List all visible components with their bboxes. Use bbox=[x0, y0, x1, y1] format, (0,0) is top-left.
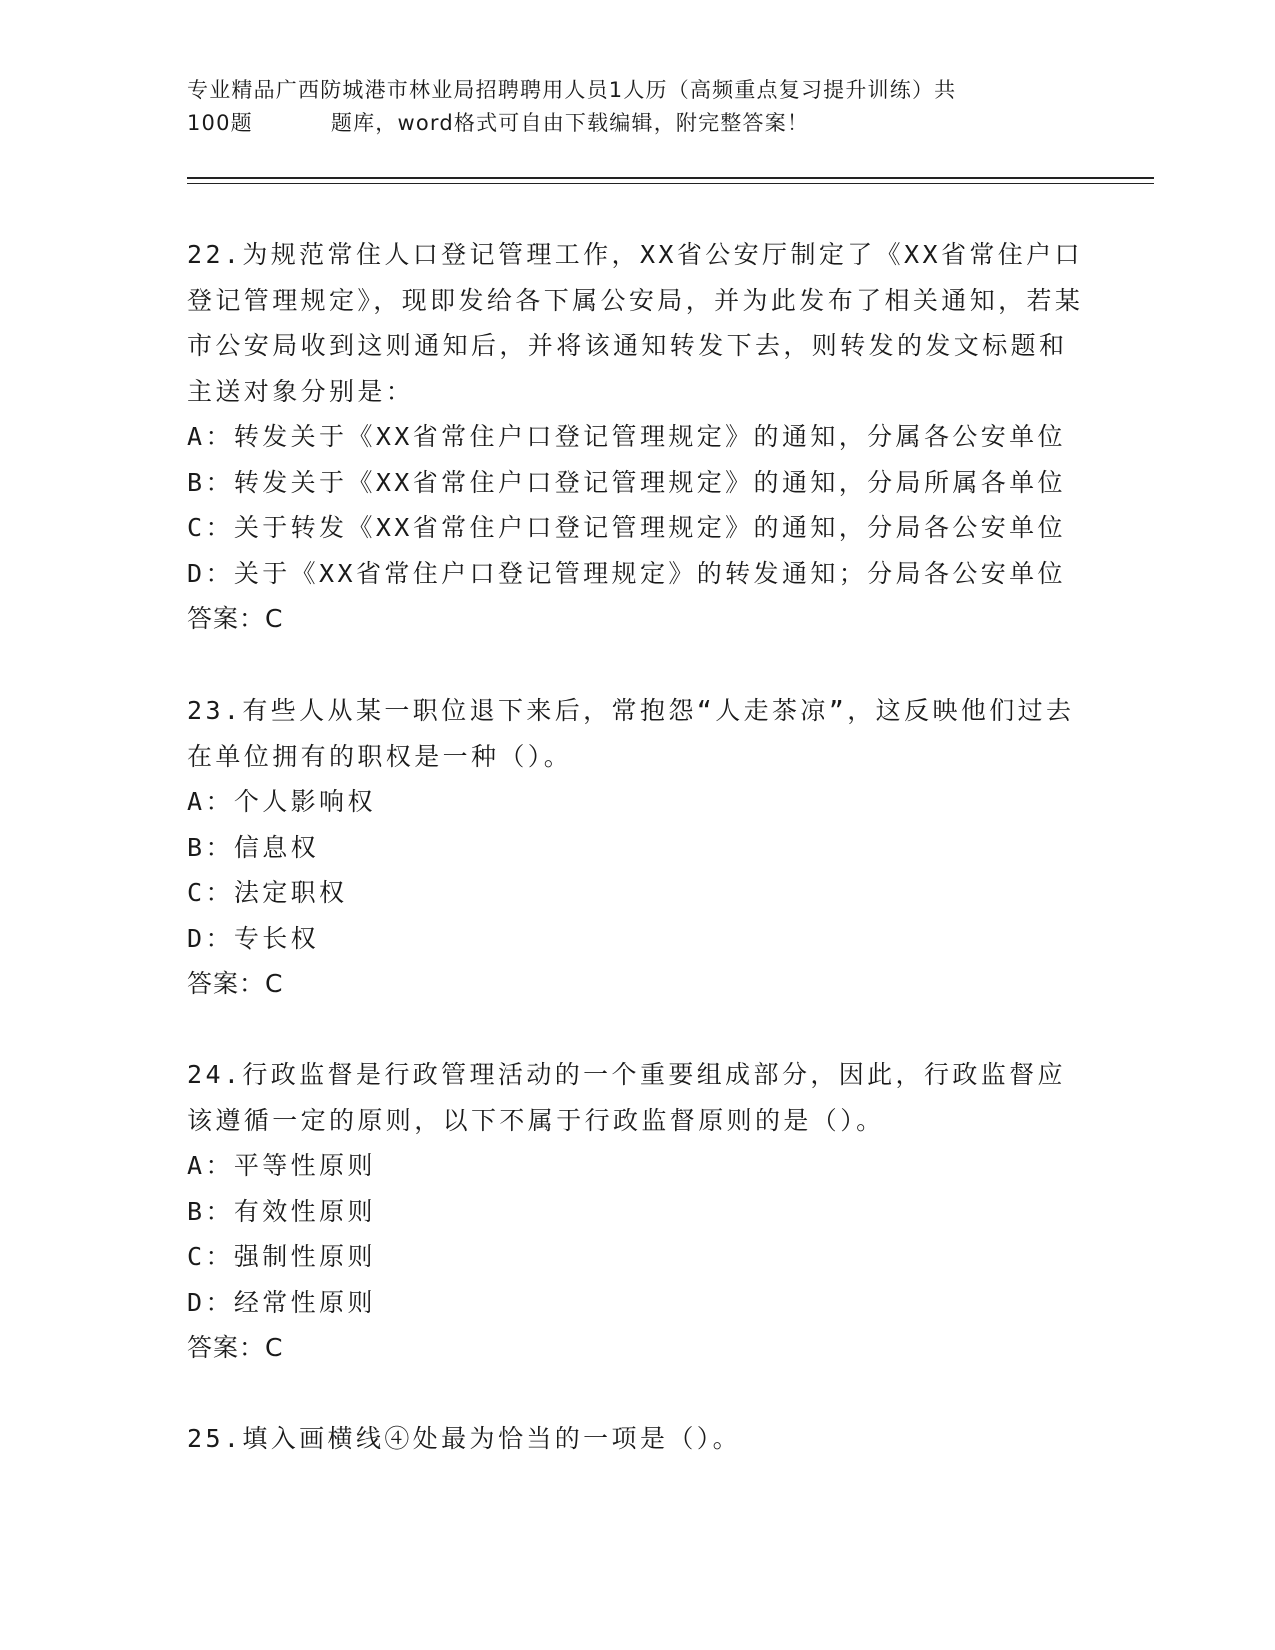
question-stem: 25.填入画横线④处最为恰当的一项是（）。 bbox=[187, 1424, 742, 1453]
header-divider-top bbox=[187, 177, 1154, 179]
option-a: A：平等性原则 bbox=[187, 1151, 376, 1180]
option-c: C：法定职权 bbox=[187, 878, 348, 907]
header-question-count: 100题 bbox=[187, 111, 253, 135]
header-description: 题库，word格式可自由下载编辑，附完整答案！ bbox=[330, 111, 810, 135]
question-23 bbox=[187, 688, 1087, 1007]
header-title-line-2 bbox=[187, 107, 1087, 140]
question-25 bbox=[187, 1416, 1087, 1462]
answer: 答案：C bbox=[187, 604, 284, 633]
option-c: C：强制性原则 bbox=[187, 1242, 376, 1271]
question-stem: 23.有些人从某一职位退下来后，常抱怨“人走茶凉”，这反映他们过去在单位拥有的职权是一种（）。 bbox=[187, 696, 1075, 771]
option-d: D：经常性原则 bbox=[187, 1287, 376, 1317]
option-a: A：个人影响权 bbox=[187, 787, 376, 816]
question-24 bbox=[187, 1052, 1087, 1371]
question-22 bbox=[187, 232, 1087, 642]
question-stem: 24.行政监督是行政管理活动的一个重要组成部分，因此，行政监督应该遵循一定的原则，以下不属于行政监督原则的是（）。 bbox=[187, 1060, 1066, 1135]
option-a: A：转发关于《XX省常住户口登记管理规定》的通知，分属各公安单位 bbox=[187, 422, 1066, 451]
option-d: D：关于《XX省常住户口登记管理规定》的转发通知；分局各公安单位 bbox=[187, 558, 1066, 588]
header-title-line-1: 专业精品广西防城港市林业局招聘聘用人员1人历（高频重点复习提升训练）共 bbox=[187, 78, 957, 102]
option-c: C：关于转发《XX省常住户口登记管理规定》的通知，分局各公安单位 bbox=[187, 513, 1066, 542]
answer: 答案：C bbox=[187, 969, 284, 998]
answer: 答案：C bbox=[187, 1333, 284, 1362]
option-d: D：专长权 bbox=[187, 923, 320, 953]
option-b: B：有效性原则 bbox=[187, 1196, 376, 1226]
document-header bbox=[187, 74, 1087, 140]
option-b: B：转发关于《XX省常住户口登记管理规定》的通知，分局所属各单位 bbox=[187, 467, 1066, 497]
question-stem: 22.为规范常住人口登记管理工作，XX省公安厅制定了《XX省常住户口登记管理规定》，现即发给各下属公安局，并为此发布了相关通知，若某市公安局收到这则通知后，并将该通知转发下去，则转发的发文标题和主送对象分别是： bbox=[187, 240, 1084, 406]
option-b: B：信息权 bbox=[187, 832, 320, 862]
header-divider-bottom bbox=[187, 183, 1154, 184]
